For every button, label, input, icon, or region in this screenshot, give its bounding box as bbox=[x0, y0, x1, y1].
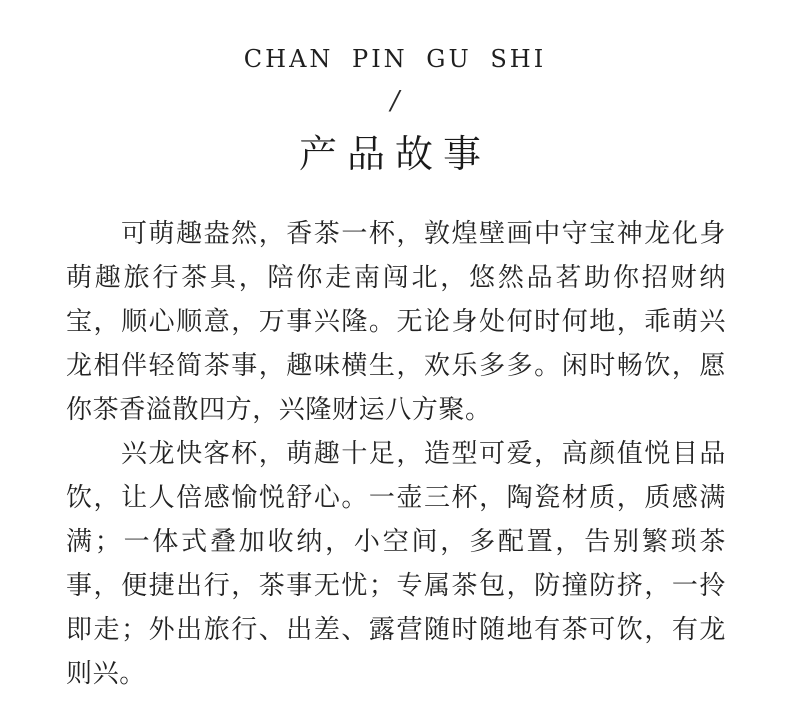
story-paragraph-1: 可萌趣盎然，香茶一杯，敦煌壁画中守宝神龙化身萌趣旅行茶具，陪你走南闯北，悠然品茗助你招财纳宝，顺心顺意，万事兴隆。无论身处何时何地，乖萌兴龙相伴轻简茶事，趣味横生，欢乐多多。闲时畅饮，愿你茶香溢散四方，兴隆财运八方聚。 bbox=[66, 219, 726, 425]
story-paragraph-2: 兴龙快客杯，萌趣十足，造型可爱，高颜值悦目品饮，让人倍感愉悦舒心。一壶三杯，陶瓷材质，质感满满；一体式叠加收纳，小空间，多配置，告别繁琐茶事，便捷出行，茶事无忧；专属茶包，防撞防挤，一拎即走；外出旅行、出差、露营随时随地有茶可饮，有龙则兴。 bbox=[66, 439, 726, 689]
page-title: 产品故事 bbox=[298, 132, 491, 176]
story-body bbox=[66, 212, 726, 696]
heading-separator: / bbox=[390, 86, 400, 116]
pinyin-heading: CHAN PIN GU SHI bbox=[243, 45, 547, 73]
